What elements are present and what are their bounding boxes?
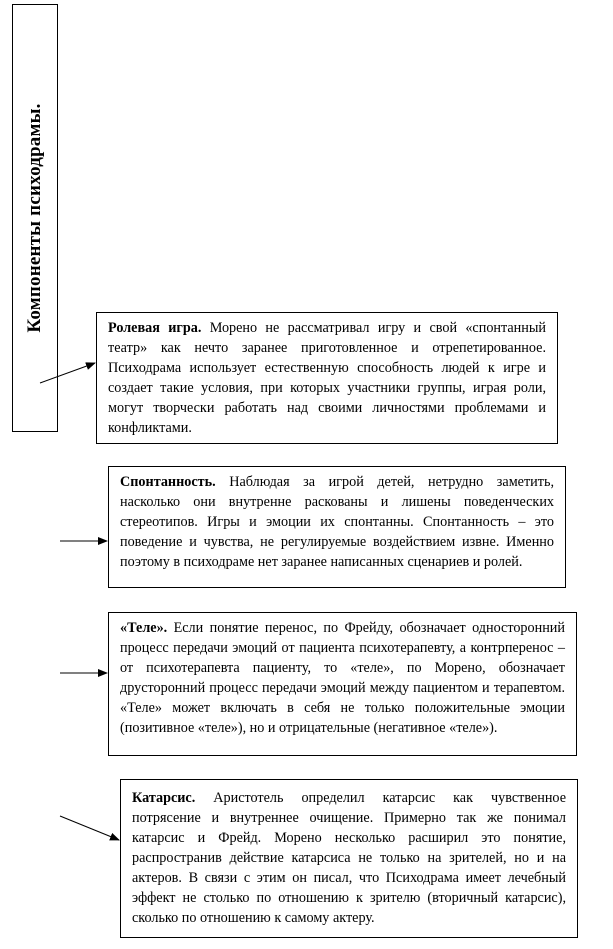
component-term: «Теле». <box>120 620 168 636</box>
component-description: Морено не рассматривал игру и свой «спонтанный театр» как нечто заранее приготовленное и отрепетированное. Психодрама использует естественную способность людей к игре и создает такие условия, при которых участники группы, играя роли, могут творчески работать над своими личностями проблемами и конфликтами. <box>108 320 546 436</box>
diagram-title: Компоненты психодрамы. <box>24 103 45 333</box>
component-description: Наблюдая за игрой детей, нетрудно заметить, насколько они внутренне раскованы и лишены поведенческих стереотипов. Игры и эмоции их спонтанны. Спонтанность – это поведение и чувства, не регулируемые воздействием извне. Именно поэтому в психодраме нет заранее написанных сценариев и ролей. <box>120 474 554 570</box>
component-description: Если понятие перенос, по Фрейду, обозначает односторонний процесс передачи эмоций от пациента психотерапевту, а контрперенос – от психотерапевта пациенту, то «теле», по Морено, обозначает друсторонний процесс передачи эмоций между пациентом и терапевтом. «Теле» может включать в себя не только положительные эмоции (позитивное «теле»), но и отрицательные (негативное «теле»). <box>120 620 565 736</box>
component-description: Аристотель определил катарсис как чувственное потрясение и внутреннее очищение. Примерно так же понимал катарсис и Фрейд. Морено несколько расширил это понятие, распространив действие катарсиса не только на зрителей, но и на актеров. В связи с этим он писал, что Психодрама имеет лечебный эффект не столько по отношению к зрителю (вторичный катарсис), сколько по отношению к самому актеру. <box>132 790 566 926</box>
component-box-catharsis <box>120 779 578 938</box>
component-term: Катарсис. <box>132 790 196 806</box>
component-box-role-play <box>96 312 558 444</box>
component-box-spontaneity <box>108 466 566 588</box>
arrow-to-catharsis <box>60 816 119 840</box>
title-box <box>12 4 58 432</box>
component-term: Спонтанность. <box>120 474 216 490</box>
component-term: Ролевая игра. <box>108 320 202 336</box>
component-box-tele <box>108 612 577 756</box>
